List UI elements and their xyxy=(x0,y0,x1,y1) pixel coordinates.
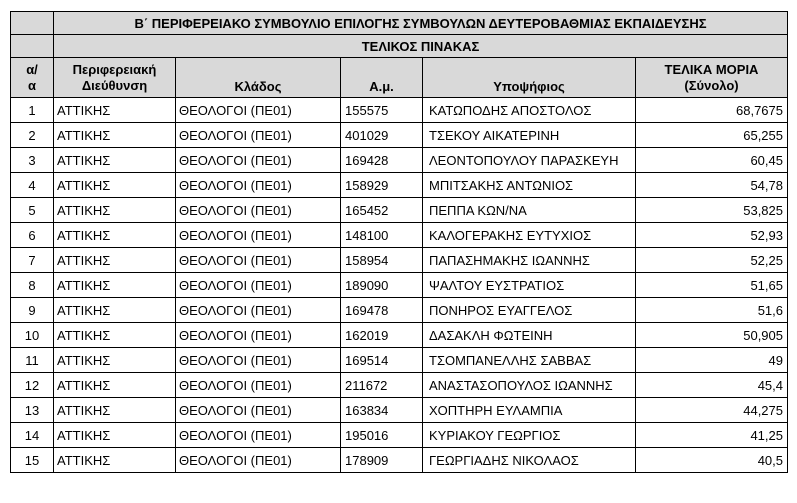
cell-branch: ΘΕΟΛΟΓΟΙ (ΠΕ01) xyxy=(176,273,341,298)
cell-candidate: ΑΝΑΣΤΑΣΟΠΟΥΛΟΣ ΙΩΑΝΝΗΣ xyxy=(423,373,636,398)
cell-branch: ΘΕΟΛΟΓΟΙ (ΠΕ01) xyxy=(176,248,341,273)
table-row xyxy=(11,323,788,348)
cell-aa: 11 xyxy=(11,348,54,373)
cell-am: 158954 xyxy=(341,248,423,273)
header-aa xyxy=(11,58,54,98)
cell-am: 165452 xyxy=(341,198,423,223)
cell-branch: ΘΕΟΛΟΓΟΙ (ΠΕ01) xyxy=(176,373,341,398)
table-row xyxy=(11,348,788,373)
cell-branch: ΘΕΟΛΟΓΟΙ (ΠΕ01) xyxy=(176,198,341,223)
cell-aa: 15 xyxy=(11,448,54,473)
header-region xyxy=(54,58,176,98)
cell-region: ΑΤΤΙΚΗΣ xyxy=(54,298,176,323)
cell-am: 195016 xyxy=(341,423,423,448)
table-row xyxy=(11,448,788,473)
cell-score: 51,65 xyxy=(636,273,788,298)
cell-branch: ΘΕΟΛΟΓΟΙ (ΠΕ01) xyxy=(176,423,341,448)
document-subtitle: ΤΕΛΙΚΟΣ ΠΙΝΑΚΑΣ xyxy=(54,35,788,58)
cell-aa: 2 xyxy=(11,123,54,148)
table-row xyxy=(11,98,788,123)
table-row xyxy=(11,198,788,223)
cell-region: ΑΤΤΙΚΗΣ xyxy=(54,173,176,198)
header-branch: Κλάδος xyxy=(176,58,341,98)
table-row xyxy=(11,398,788,423)
table-row xyxy=(11,223,788,248)
cell-score: 40,5 xyxy=(636,448,788,473)
cell-score: 51,6 xyxy=(636,298,788,323)
cell-candidate: ΚΑΛΟΓΕΡΑΚΗΣ ΕΥΤΥΧΙΟΣ xyxy=(423,223,636,248)
cell-region: ΑΤΤΙΚΗΣ xyxy=(54,223,176,248)
cell-score: 52,25 xyxy=(636,248,788,273)
cell-branch: ΘΕΟΛΟΓΟΙ (ΠΕ01) xyxy=(176,448,341,473)
cell-candidate: ΨΑΛΤΟΥ ΕΥΣΤΡΑΤΙΟΣ xyxy=(423,273,636,298)
cell-score: 45,4 xyxy=(636,373,788,398)
cell-score: 49 xyxy=(636,348,788,373)
cell-region: ΑΤΤΙΚΗΣ xyxy=(54,423,176,448)
cell-branch: ΘΕΟΛΟΓΟΙ (ΠΕ01) xyxy=(176,348,341,373)
cell-aa: 13 xyxy=(11,398,54,423)
cell-region: ΑΤΤΙΚΗΣ xyxy=(54,148,176,173)
cell-branch: ΘΕΟΛΟΓΟΙ (ΠΕ01) xyxy=(176,398,341,423)
cell-candidate: ΠΕΠΠΑ ΚΩΝ/ΝΑ xyxy=(423,198,636,223)
results-table-container xyxy=(10,11,788,473)
cell-branch: ΘΕΟΛΟΓΟΙ (ΠΕ01) xyxy=(176,223,341,248)
cell-candidate: ΠΑΠΑΣΗΜΑΚΗΣ ΙΩΑΝΝΗΣ xyxy=(423,248,636,273)
cell-am: 169428 xyxy=(341,148,423,173)
cell-aa: 14 xyxy=(11,423,54,448)
cell-am: 211672 xyxy=(341,373,423,398)
cell-score: 50,905 xyxy=(636,323,788,348)
cell-region: ΑΤΤΙΚΗΣ xyxy=(54,273,176,298)
cell-aa: 9 xyxy=(11,298,54,323)
table-body xyxy=(11,98,788,473)
cell-aa: 12 xyxy=(11,373,54,398)
cell-branch: ΘΕΟΛΟΓΟΙ (ΠΕ01) xyxy=(176,148,341,173)
results-table xyxy=(10,11,788,473)
cell-candidate: ΛΕΟΝΤΟΠΟΥΛΟΥ ΠΑΡΑΣΚΕΥΗ xyxy=(423,148,636,173)
header-aa-line1: α/ xyxy=(26,61,38,77)
cell-region: ΑΤΤΙΚΗΣ xyxy=(54,348,176,373)
cell-am: 401029 xyxy=(341,123,423,148)
cell-score: 41,25 xyxy=(636,423,788,448)
cell-candidate: ΚΥΡΙΑΚΟΥ ΓΕΩΡΓΙΟΣ xyxy=(423,423,636,448)
cell-am: 158929 xyxy=(341,173,423,198)
header-region-line1: Περιφερειακή xyxy=(72,61,157,77)
cell-aa: 6 xyxy=(11,223,54,248)
header-score xyxy=(636,58,788,98)
cell-score: 65,255 xyxy=(636,123,788,148)
cell-am: 155575 xyxy=(341,98,423,123)
title-spacer-cell xyxy=(11,12,54,35)
subtitle-spacer-cell xyxy=(11,35,54,58)
table-row xyxy=(11,373,788,398)
cell-candidate: ΠΟΝΗΡΟΣ ΕΥΑΓΓΕΛΟΣ xyxy=(423,298,636,323)
column-header-row xyxy=(11,58,788,98)
cell-am: 163834 xyxy=(341,398,423,423)
cell-candidate: ΓΕΩΡΓΙΑΔΗΣ ΝΙΚΟΛΑΟΣ xyxy=(423,448,636,473)
table-row xyxy=(11,123,788,148)
table-row xyxy=(11,423,788,448)
cell-candidate: ΚΑΤΩΠΟΔΗΣ ΑΠΟΣΤΟΛΟΣ xyxy=(423,98,636,123)
cell-region: ΑΤΤΙΚΗΣ xyxy=(54,448,176,473)
cell-score: 52,93 xyxy=(636,223,788,248)
cell-candidate: ΧΟΠΤΗΡΗ ΕΥΛΑΜΠΙΑ xyxy=(423,398,636,423)
cell-score: 60,45 xyxy=(636,148,788,173)
header-aa-line2: α xyxy=(28,77,36,93)
header-candidate: Υποψήφιος xyxy=(423,58,636,98)
cell-score: 53,825 xyxy=(636,198,788,223)
header-score-line1: ΤΕΛΙΚΑ ΜΟΡΙΑ xyxy=(664,61,759,77)
table-row xyxy=(11,248,788,273)
cell-am: 148100 xyxy=(341,223,423,248)
cell-score: 68,7675 xyxy=(636,98,788,123)
cell-candidate: ΔΑΣΑΚΛΗ ΦΩΤΕΙΝΗ xyxy=(423,323,636,348)
cell-branch: ΘΕΟΛΟΓΟΙ (ΠΕ01) xyxy=(176,173,341,198)
subtitle-row xyxy=(11,35,788,58)
cell-region: ΑΤΤΙΚΗΣ xyxy=(54,123,176,148)
table-row xyxy=(11,298,788,323)
cell-region: ΑΤΤΙΚΗΣ xyxy=(54,398,176,423)
cell-am: 169478 xyxy=(341,298,423,323)
cell-am: 162019 xyxy=(341,323,423,348)
cell-aa: 4 xyxy=(11,173,54,198)
header-region-line2: Διεύθυνση xyxy=(81,77,148,93)
cell-aa: 1 xyxy=(11,98,54,123)
cell-aa: 10 xyxy=(11,323,54,348)
cell-candidate: ΜΠΙΤΣΑΚΗΣ ΑΝΤΩΝΙΟΣ xyxy=(423,173,636,198)
cell-aa: 7 xyxy=(11,248,54,273)
cell-am: 169514 xyxy=(341,348,423,373)
header-am: Α.μ. xyxy=(341,58,423,98)
cell-branch: ΘΕΟΛΟΓΟΙ (ΠΕ01) xyxy=(176,298,341,323)
title-row xyxy=(11,12,788,35)
cell-region: ΑΤΤΙΚΗΣ xyxy=(54,98,176,123)
cell-region: ΑΤΤΙΚΗΣ xyxy=(54,198,176,223)
cell-branch: ΘΕΟΛΟΓΟΙ (ΠΕ01) xyxy=(176,323,341,348)
cell-aa: 5 xyxy=(11,198,54,223)
cell-aa: 3 xyxy=(11,148,54,173)
cell-aa: 8 xyxy=(11,273,54,298)
cell-score: 54,78 xyxy=(636,173,788,198)
document-title: Β΄ ΠΕΡΙΦΕΡΕΙΑΚΟ ΣΥΜΒΟΥΛΙΟ ΕΠΙΛΟΓΗΣ ΣΥΜΒΟΥΛΩΝ ΔΕΥΤΕΡΟΒΑΘΜΙΑΣ ΕΚΠΑΙΔΕΥΣΗΣ xyxy=(54,12,788,35)
cell-region: ΑΤΤΙΚΗΣ xyxy=(54,248,176,273)
cell-score: 44,275 xyxy=(636,398,788,423)
cell-region: ΑΤΤΙΚΗΣ xyxy=(54,323,176,348)
cell-candidate: ΤΣΟΜΠΑΝΕΛΛΗΣ ΣΑΒΒΑΣ xyxy=(423,348,636,373)
cell-am: 178909 xyxy=(341,448,423,473)
header-score-line2: (Σύνολο) xyxy=(684,77,739,93)
cell-region: ΑΤΤΙΚΗΣ xyxy=(54,373,176,398)
cell-branch: ΘΕΟΛΟΓΟΙ (ΠΕ01) xyxy=(176,98,341,123)
cell-candidate: ΤΣΕΚΟΥ ΑΙΚΑΤΕΡΙΝΗ xyxy=(423,123,636,148)
cell-branch: ΘΕΟΛΟΓΟΙ (ΠΕ01) xyxy=(176,123,341,148)
table-row xyxy=(11,173,788,198)
table-row xyxy=(11,148,788,173)
table-row xyxy=(11,273,788,298)
cell-am: 189090 xyxy=(341,273,423,298)
